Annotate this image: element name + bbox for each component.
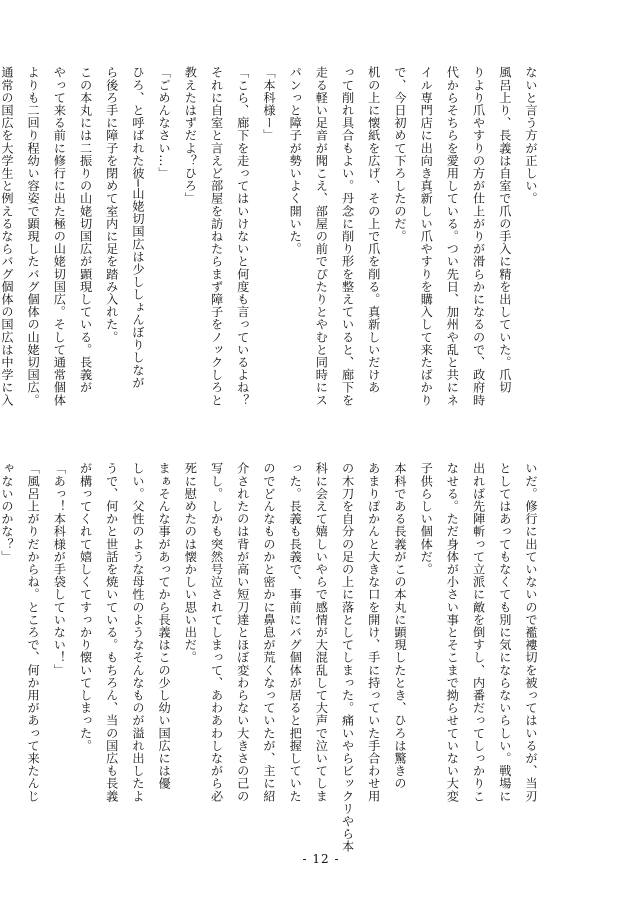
text-line: 「本科様ー」 [261, 66, 276, 142]
text-line: 科に会えて嬉しいやらで感情が大混乱して大声で泣いてしま [314, 462, 329, 803]
text-line: が構ってくれて嬉しくてすっかり懐いてしまった。 [78, 462, 93, 752]
text-line: 出れば先陣斬って立派に敵を倒すし、内番だってしっかりこ [471, 462, 486, 803]
text-line: で、今日初めて下ろしたのだ。 [392, 66, 407, 243]
text-line: のでどんなものかと密かに鼻息が荒くなっていたが、主に紹 [261, 462, 276, 803]
text-line: って削れ具合もよい。丹念に削り形を整えていると、廊下を [340, 66, 355, 407]
upper-text-block [0, 66, 544, 407]
text-line: 子供らしい個体だ。 [419, 462, 434, 576]
text-line: うで、何かと世話を焼いている。もちろん、当の国広も長義 [104, 462, 119, 803]
text-line: イル専門店に出向き真新しい爪やすりを購入して来たばかり [419, 66, 434, 407]
text-line: ひろ、と呼ばれた彼─山姥切国広は少ししょんぼりしなが [130, 66, 145, 389]
text-line: としてはあってもなくても別に気にならないらしい。戦場に [497, 462, 512, 803]
text-line: 教えたはずだよ？ひろ」 [183, 66, 198, 205]
text-line: 本科である長義がこの本丸に顕現したとき、ひろは驚きの [392, 462, 407, 790]
text-line: ないと言う方が正しい。 [524, 66, 538, 205]
text-line: 「こら、廊下を走ってはいけないと何度も言っているよね？ [235, 66, 250, 407]
text-line: 「あっ！本科様が手袋していない！」 [52, 462, 67, 677]
text-line: ら後ろ手に障子を閉めて室内に足を踏み入れた。 [104, 66, 119, 344]
text-line: 死に慰めたのは懐かしい思い出だ。 [183, 462, 198, 664]
text-line: 風呂上り、長義は自室で爪の手入に精を出していた。爪切 [497, 66, 512, 394]
text-line: 「ごめんなさい…」 [157, 66, 172, 180]
text-line: 「風呂上がりだからね。ところで、何か用があって来たんじ [26, 462, 41, 803]
text-line: りより爪やすりの方が仕上がりが滑らかになるので、政府時 [471, 66, 486, 407]
text-line: の木刀を自分の足の上に落としてしまった。痛いやらビックリやら本 [340, 462, 355, 853]
text-line: なせる。ただ身体が小さい事とそこまで拗らせていない大変 [445, 462, 460, 803]
text-line: よりも二回り程幼い容姿で顕現したバグ個体の山姥切国広。 [26, 66, 41, 407]
text-line: 写し。しかも突然号泣されてしまって、あわあわしながら必 [209, 462, 224, 803]
text-line: 介されたのは背が高い短刀達とほぼ変わらない大きさの己の [235, 462, 250, 803]
text-line: 机の上に懐紙を広げ、その上で爪を削る。真新しいだけあ [366, 66, 381, 394]
text-line: この本丸には二振りの山姥切国広が顕現している。長義が [78, 66, 93, 394]
text-line: あまりぽかんと大きな口を開け、手に持っていた手合わせ用 [366, 462, 381, 803]
text-line: しい。父性のような母性のようなそんなものが溢れ出したよ [130, 462, 145, 803]
lower-text-block [0, 462, 544, 853]
text-line: まぁそんな事があってから長義はこの少し幼い国広には優 [157, 462, 172, 790]
text-line: パンっと障子が勢いよく開いた。 [288, 66, 303, 255]
text-line: った。長義も長義で、事前にバグ個体が居ると把握していた [288, 462, 303, 803]
text-line: やって来る前に修行に出た極の山姥切国広。そして通常個体 [52, 66, 67, 407]
text-line: 通常の国広を大学生と例えるならバグ個体の国広は中学に入 [0, 66, 14, 407]
page-number: - 12 - [302, 852, 340, 866]
text-line: それに自室と言えど部屋を訪ねたらまず障子をノックしろと [209, 66, 224, 407]
text-line: いだ。修行に出ていないので襤褸切を被ってはいるが、当刃 [524, 462, 538, 803]
text-line: 走る軽い足音が聞こえ、部屋の前でぴたりとやむと同時にス [314, 66, 329, 407]
text-line: ゃないのかな？」 [0, 462, 14, 563]
text-line: 代からそちらを愛用している。つい先日、加州や乱と共にネ [445, 66, 460, 407]
